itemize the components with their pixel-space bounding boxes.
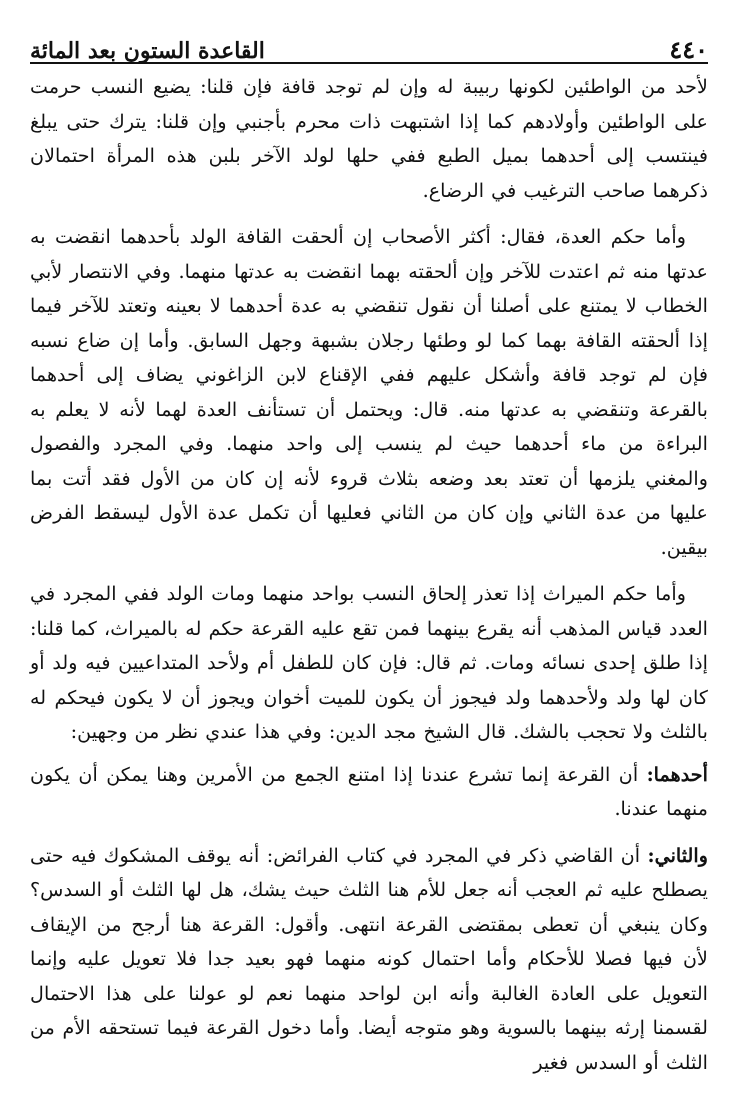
paragraph-5 [30,839,708,1081]
page-number: ٤٤٠ [669,35,708,64]
paragraph-4-label: أحدهما: [646,762,708,786]
paragraph-1 [30,70,708,208]
paragraph-2-text: وأما حكم العدة، فقال: أكثر الأصحاب إن ألحقت القافة الولد بأحدهما انقضت به عدتها منه ثم اعتدت للآخر وإن ألحقته بهما انقضت به عدتها منهما. وفي الانتصار لأبي الخطاب لا يمتنع على أصلنا أن نقول تنقضي به عدة أحدهما لا بعينه وتعتد للآخر فيما إذا ألحقته القافة بهما كما لو وطئها رجلان بشبهة وجهل السابق. وأما إن ضاع نسبه فإن لم توجد قافة وأشكل عليهم ففي الإقناع لابن الزاغوني يضاف إلى أحدهما بالقرعة وتنقضي به عدتها منه. قال: ويحتمل أن تستأنف العدة لهما لأنه لا يعلم به البراءة من ماء أحدهما حيث لم ينسب إلى واحد منهما. وفي المجرد والفصول والمغني يلزمها أن تعتد بعد وضعه بثلاث قروء لأنه إن كان من الأول فقد أتت بما عليها من عدة الثاني وإن كان من الثاني فعليها أن تكمل عدة الأول ليسقط الفرض بيقين. [30,225,708,559]
paragraph-2 [30,220,708,565]
paragraph-3 [30,577,708,750]
running-title: القاعدة الستون بعد المائة [30,38,265,64]
paragraph-4 [30,758,708,827]
paragraph-5-label: والثاني: [647,843,708,867]
paragraph-4-text: أن القرعة إنما تشرع عندنا إذا امتنع الجمع من الأمرين وهنا يمكن أن يكون منهما عندنا. [30,762,708,820]
paragraph-5-text: أن القاضي ذكر في المجرد في كتاب الفرائض: أنه يوقف المشكوك فيه حتى يصطلح عليه ثم العجب أنه جعل للأم هنا الثلث حيث يشك، هل لها الثلث أو السدس؟ وكان ينبغي أن تعطى بمقتضى القرعة انتهى. وأقول: القرعة هنا أرجح من الإيقاف لأن فيها فصلا للأحكام وأما احتمال كونه منهما فهو بعيد جدا فلا تعويل عليه وإنما التعويل على العادة الغالبة وأنه ابن لواحد منهما نعم لو عولنا على هذا الاحتمال لقسمنا إرثه بينهما بالسوية وهو متوجه أيضا. وأما دخول القرعة فيما تستحقه الأم من الثلث أو السدس فغير [30,843,708,1074]
page-header [30,30,708,64]
paragraph-3-text: وأما حكم الميراث إذا تعذر إلحاق النسب بواحد منهما ومات الولد ففي المجرد في العدد قياس المذهب أنه يقرع بينهما فمن تقع عليه القرعة حكم له بالميراث، كما قلنا: إذا طلق إحدى نسائه ومات. ثم قال: فإن كان للطفل أم ولأحد المتداعيين فيه ولد أو كان لها ولد ولأحدهما ولد فيجوز أن يكون للميت أخوان ويجوز أن لا يكون فيحكم له بالثلث ولا تحجب بالشك. قال الشيخ مجد الدين: وفي هذا عندي نظر من وجهين: [30,582,708,743]
paragraph-1-text: لأحد من الواطئين لكونها ربيبة له وإن لم توجد قافة فإن قلنا: يضيع النسب حرمت على الواطئين وأولادهم كما إذا اشتبهت ذات محرم بأجنبي وإن قلنا: يترك حتى يبلغ فينتسب إلى أحدهما بميل الطبع ففي حلها لولد الآخر بلبن هذه المرأة احتمالان ذكرهما صاحب الترغيب في الرضاع. [30,75,708,202]
